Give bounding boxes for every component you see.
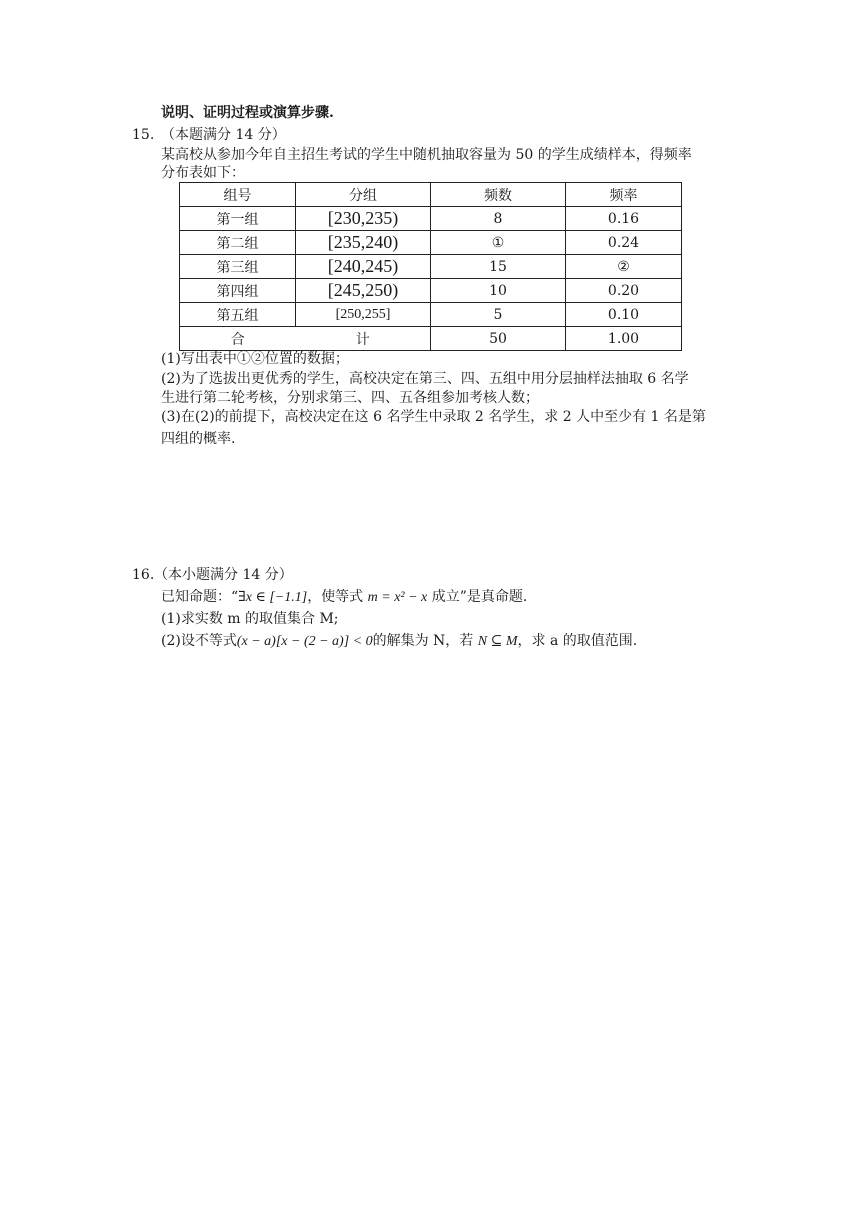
table-total-cell: 合 <box>180 327 296 351</box>
part2-suffix: ，求 a 的取值范围. <box>517 633 638 649</box>
table-header-row <box>180 183 682 207</box>
q15-part2-line2: 生进行第二轮考核，分别求第三、四、五各组参加考核人数； <box>161 390 539 406</box>
q16-part2 <box>161 632 637 651</box>
table-total-row <box>180 327 682 351</box>
table-total-cell: 计 <box>296 327 431 351</box>
table-header-cell: 频数 <box>431 183 566 207</box>
table-cell: 第五组 <box>180 303 296 327</box>
table-row <box>180 303 682 327</box>
table-cell: [250,255] <box>296 303 431 327</box>
table-header-cell: 分组 <box>296 183 431 207</box>
q15-part1: (1)写出表中①②位置的数据； <box>161 351 349 367</box>
table-cell: ① <box>431 231 566 255</box>
table-row <box>180 255 682 279</box>
q15-part3-line2: 四组的概率. <box>161 431 236 447</box>
table-row <box>180 279 682 303</box>
table-cell: 第四组 <box>180 279 296 303</box>
premise-suffix: 成立”是真命题. <box>431 589 528 605</box>
table-cell: [230,235) <box>296 207 431 231</box>
q15-stem-line1: 某高校从参加今年自主招生考试的学生中随机抽取容量为 50 的学生成绩样本，得频率 <box>161 147 692 163</box>
intro-text: 说明、证明过程或演算步骤. <box>161 105 334 121</box>
table-total-cell: 50 <box>431 327 566 351</box>
table-cell: 第二组 <box>180 231 296 255</box>
table-cell: [245,250) <box>296 279 431 303</box>
premise-set-formula: ∃x ∈ [−1.1] <box>238 590 308 605</box>
table-cell: 5 <box>431 303 566 327</box>
q15-number: 15. <box>132 127 155 143</box>
table-cell: 15 <box>431 255 566 279</box>
table-cell: 10 <box>431 279 566 303</box>
table-row <box>180 207 682 231</box>
premise-equation: m = x² − x <box>367 590 428 605</box>
table-cell: 8 <box>431 207 566 231</box>
table-cell: 第三组 <box>180 255 296 279</box>
table-total-cell: 1.00 <box>566 327 682 351</box>
table-cell: [235,240) <box>296 231 431 255</box>
table-cell: ② <box>566 255 682 279</box>
table-cell: [240,245) <box>296 255 431 279</box>
table-cell: 第一组 <box>180 207 296 231</box>
table-cell: 0.24 <box>566 231 682 255</box>
q16-score: （本小题满分 14 分） <box>154 567 293 583</box>
premise-prefix: 已知命题：“ <box>161 589 239 605</box>
frequency-table <box>179 182 682 351</box>
q15-score: （本题满分 14 分） <box>161 127 286 143</box>
table-header-cell: 频率 <box>566 183 682 207</box>
q16-part1: (1)求实数 m 的取值集合 M; <box>161 611 339 627</box>
table-cell: 0.16 <box>566 207 682 231</box>
table-cell: 0.10 <box>566 303 682 327</box>
part2-mid: 的解集为 N，若 <box>372 633 474 649</box>
part2-subset-formula: N ⊆ M <box>477 634 518 649</box>
q15-stem-line2: 分布表如下： <box>161 165 245 181</box>
q15-part2-line1: (2)为了选拔出更优秀的学生，高校决定在第三、四、五组中用分层抽样法抽取 6 名学 <box>161 371 689 387</box>
part2-inequality: (x − a)[x − (2 − a)] < 0 <box>236 634 373 649</box>
table-row <box>180 231 682 255</box>
premise-mid: ，使等式 <box>307 589 364 605</box>
part2-prefix: (2)设不等式 <box>161 633 237 649</box>
table-header-cell: 组号 <box>180 183 296 207</box>
table-cell: 0.20 <box>566 279 682 303</box>
q16-premise <box>161 588 527 607</box>
q15-part3-line1: (3)在(2)的前提下，高校决定在这 6 名学生中录取 2 名学生，求 2 人中至少有 1 名是第 <box>161 409 706 425</box>
q16-number: 16. <box>132 567 155 583</box>
